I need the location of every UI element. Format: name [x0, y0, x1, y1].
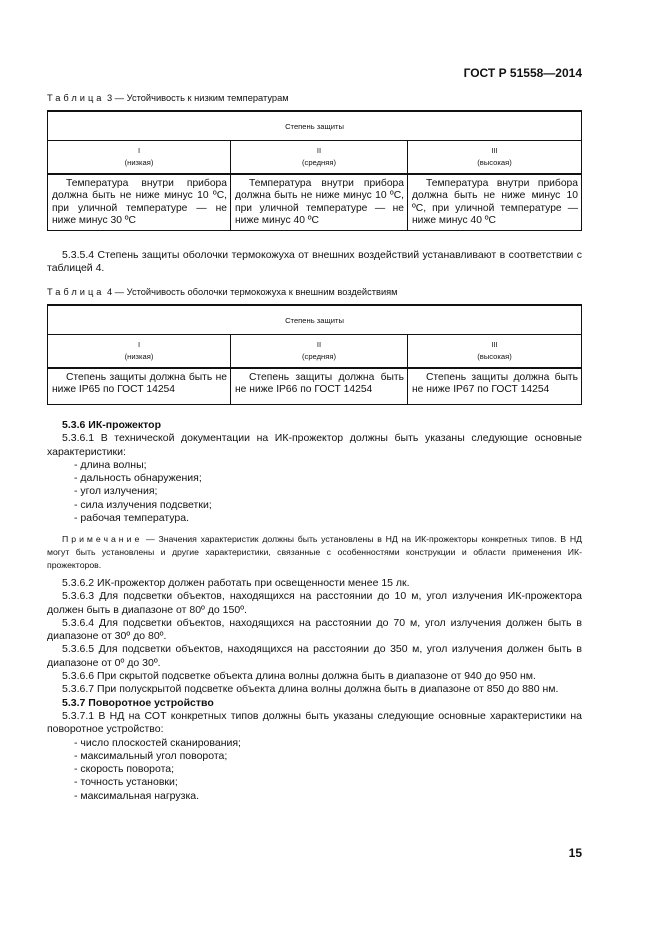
table-4 [47, 304, 582, 405]
cell-text: Степень защиты должна быть не ниже IP67 по ГОСТ 14254 [412, 372, 578, 396]
section-heading: 5.3.6 ИК-прожектор [62, 419, 161, 431]
list-item: - сила излучения подсветки; [74, 498, 212, 511]
list-item: - дальность обнаружения; [74, 472, 202, 485]
table-3 [47, 110, 582, 231]
cell-text: Температура внутри прибора должна быть не ниже минус 10 ºС, при уличной температуре — не ниже минус 40 ºС [235, 178, 404, 226]
numeral: III [491, 146, 498, 155]
table-4-group-header: Степень защиты [48, 305, 582, 335]
paragraph: 5.3.6.3 Для подсветки объектов, находящихся на расстоянии до 10 м, угол излучения ИК-прожектора должен быть в диапазоне от 80º до 150º. [47, 590, 582, 616]
table-3-caption [47, 93, 582, 103]
caption-label: Таблица [47, 287, 105, 297]
note-label: Примечание [62, 534, 143, 544]
paragraph: 5.3.6.7 При полускрытой подсветке объекта длина волны должна быть в диапазоне от 850 до 880 нм. [62, 683, 559, 696]
level: (низкая) [124, 352, 154, 361]
table-cell [48, 368, 231, 404]
column-header-high [408, 335, 582, 369]
table-3-group-header: Степень защиты [48, 111, 582, 141]
numeral: I [137, 146, 141, 155]
section-5-3-6 [47, 419, 582, 525]
caption-text: 4 — Устойчивость оболочки термокожуха к внешним воздействиям [104, 287, 398, 297]
section-heading: 5.3.7 Поворотное устройство [62, 696, 214, 709]
column-header-low [48, 335, 231, 369]
column-header-low [48, 141, 231, 175]
level: (низкая) [124, 158, 154, 167]
list-item: - точность установки; [74, 776, 178, 789]
table-cell [231, 174, 408, 231]
numeral: II [316, 146, 322, 155]
list-item: - рабочая температура. [74, 512, 190, 525]
numeral: III [491, 340, 498, 349]
list-item: - скорость поворота; [74, 763, 175, 776]
paragraph: 5.3.7.1 В НД на СОТ конкретных типов должны быть указаны следующие основные характеристики на поворотное устройство: [47, 709, 582, 736]
document-id: ГОСТ Р 51558—2014 [463, 66, 582, 80]
cell-text: Температура внутри прибора должна быть не ниже минус 10 ºС, при уличной температуре — ниже минус 40 ºС [412, 178, 578, 226]
list-item: - максимальный угол поворота; [74, 749, 228, 762]
cell-text: Температура внутри прибора должна быть не ниже минус 10 ºС, при уличной температуре — не ниже минус 30 ºС [52, 178, 227, 226]
table-cell [408, 368, 582, 404]
column-header-high [408, 141, 582, 175]
level: (средняя) [302, 158, 336, 167]
caption-text: 3 — Устойчивость к низким температурам [104, 93, 289, 103]
level: (средняя) [302, 352, 336, 361]
page-number: 15 [568, 846, 582, 860]
table-cell [231, 368, 408, 404]
table-cell [408, 174, 582, 231]
column-header-medium [231, 141, 408, 175]
table-cell [48, 174, 231, 231]
level: (высокая) [477, 352, 512, 361]
section-5-3-6-continued [47, 577, 582, 803]
cell-text: Степень защиты должна быть не ниже IP65 по ГОСТ 14254 [52, 372, 227, 396]
note [47, 533, 582, 572]
paragraph: 5.3.6.6 При скрытой подсветке объекта длина волны должна быть в диапазоне от 940 до 950 нм. [62, 670, 536, 683]
column-header-medium [231, 335, 408, 369]
list-item: - угол излучения; [74, 485, 158, 498]
level: (высокая) [477, 158, 512, 167]
numeral: II [316, 340, 322, 349]
caption-label: Таблица [47, 93, 105, 103]
list-item: - длина волны; [74, 458, 147, 471]
paragraph: 5.3.6.4 Для подсветки объектов, находящихся на расстоянии до 70 м, угол излучения должен быть в диапазоне от 30º до 80º. [47, 616, 582, 643]
list-item: - число плоскостей сканирования; [74, 736, 241, 749]
paragraph: 5.3.6.2 ИК-прожектор должен работать при освещенности менее 15 лк. [62, 577, 410, 589]
paragraph-5-3-5-4: 5.3.5.4 Степень защиты оболочки термокожуха от внешних воздействий устанавливают в соответствии с таблицей 4. [47, 249, 582, 275]
list-item: - максимальная нагрузка. [74, 789, 200, 802]
paragraph: 5.3.6.5 Для подсветки объектов, находящихся на расстоянии до 350 м, угол излучения должен быть в диапазоне от 0º до 30º. [47, 643, 582, 669]
paragraph: 5.3.6.1 В технической документации на ИК-прожектор должны быть указаны следующие основные характеристики: [47, 432, 582, 458]
note-text: — Значения характеристик должны быть установлены в НД на ИК-прожекторы конкретных типов. В НД могут быть установлены и другие характеристики, связанные с особенностями конструкции и области применения ИК-прожекторов. [47, 534, 582, 570]
table-4-caption [47, 287, 582, 297]
numeral: I [137, 340, 141, 349]
cell-text: Степень защиты должна быть не ниже IP66 по ГОСТ 14254 [235, 372, 404, 396]
